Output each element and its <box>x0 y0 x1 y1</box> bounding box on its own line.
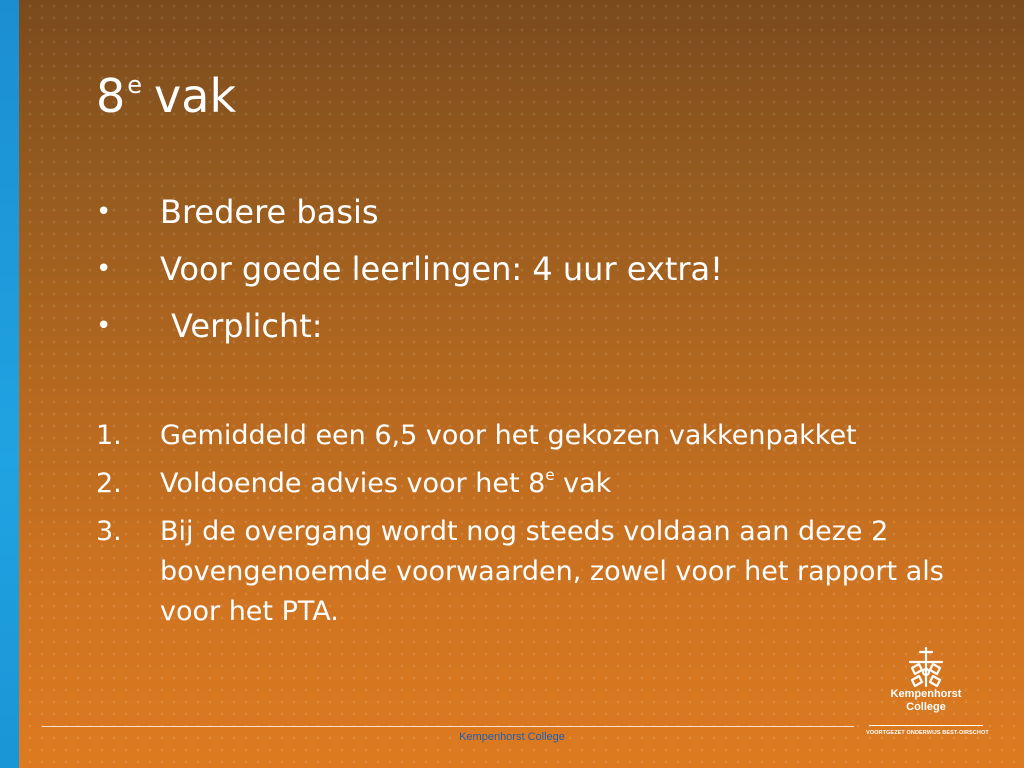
bullet-text: Bredere basis <box>160 193 379 231</box>
logo-name-line: College <box>906 701 946 713</box>
logo-name-line: Kempenhorst <box>890 688 962 700</box>
title-word: vak <box>154 69 237 123</box>
slide-title <box>96 66 236 126</box>
numbered-item <box>96 416 960 456</box>
numbered-text: Gemiddeld een 6,5 voor het gekozen vakkenpakket <box>160 420 857 451</box>
bullet-marker: • <box>96 254 112 284</box>
number-marker: 2. <box>96 468 122 499</box>
numbered-item <box>96 512 960 632</box>
numbered-text-part: Voldoende advies voor het 8 <box>160 468 546 499</box>
title-number: 8 <box>96 69 126 123</box>
number-marker: 3. <box>96 516 122 547</box>
number-marker: 1. <box>96 420 122 451</box>
bullet-marker: • <box>96 311 112 341</box>
numbered-text: Bij de overgang wordt nog steeds voldaan aan deze 2 bovengenoemde voorwaarden, zowel voor het rapport als voor het PTA. <box>160 516 944 627</box>
footer-divider <box>42 726 854 727</box>
kempenhorst-logo <box>866 646 989 746</box>
numbered-item <box>96 464 960 504</box>
numbered-text-part: vak <box>554 468 612 499</box>
bullet-text: Verplicht: <box>171 307 323 345</box>
logo-tagline: VOORTGEZET ONDERWIJS BEST-OIRSCHOT <box>866 730 989 736</box>
left-accent-bar <box>0 0 19 768</box>
logo-name <box>866 688 986 714</box>
numbered-list <box>96 416 960 640</box>
footer-text: Kempenhorst College <box>459 731 565 743</box>
kempenhorst-emblem-icon <box>906 646 946 688</box>
bullet-text: Voor goede leerlingen: 4 uur extra! <box>160 250 723 288</box>
numbered-superscript: e <box>545 466 555 484</box>
numbered-text <box>160 464 960 504</box>
title-superscript: e <box>127 70 143 99</box>
logo-divider <box>869 725 983 726</box>
bullet-marker: • <box>96 197 112 227</box>
